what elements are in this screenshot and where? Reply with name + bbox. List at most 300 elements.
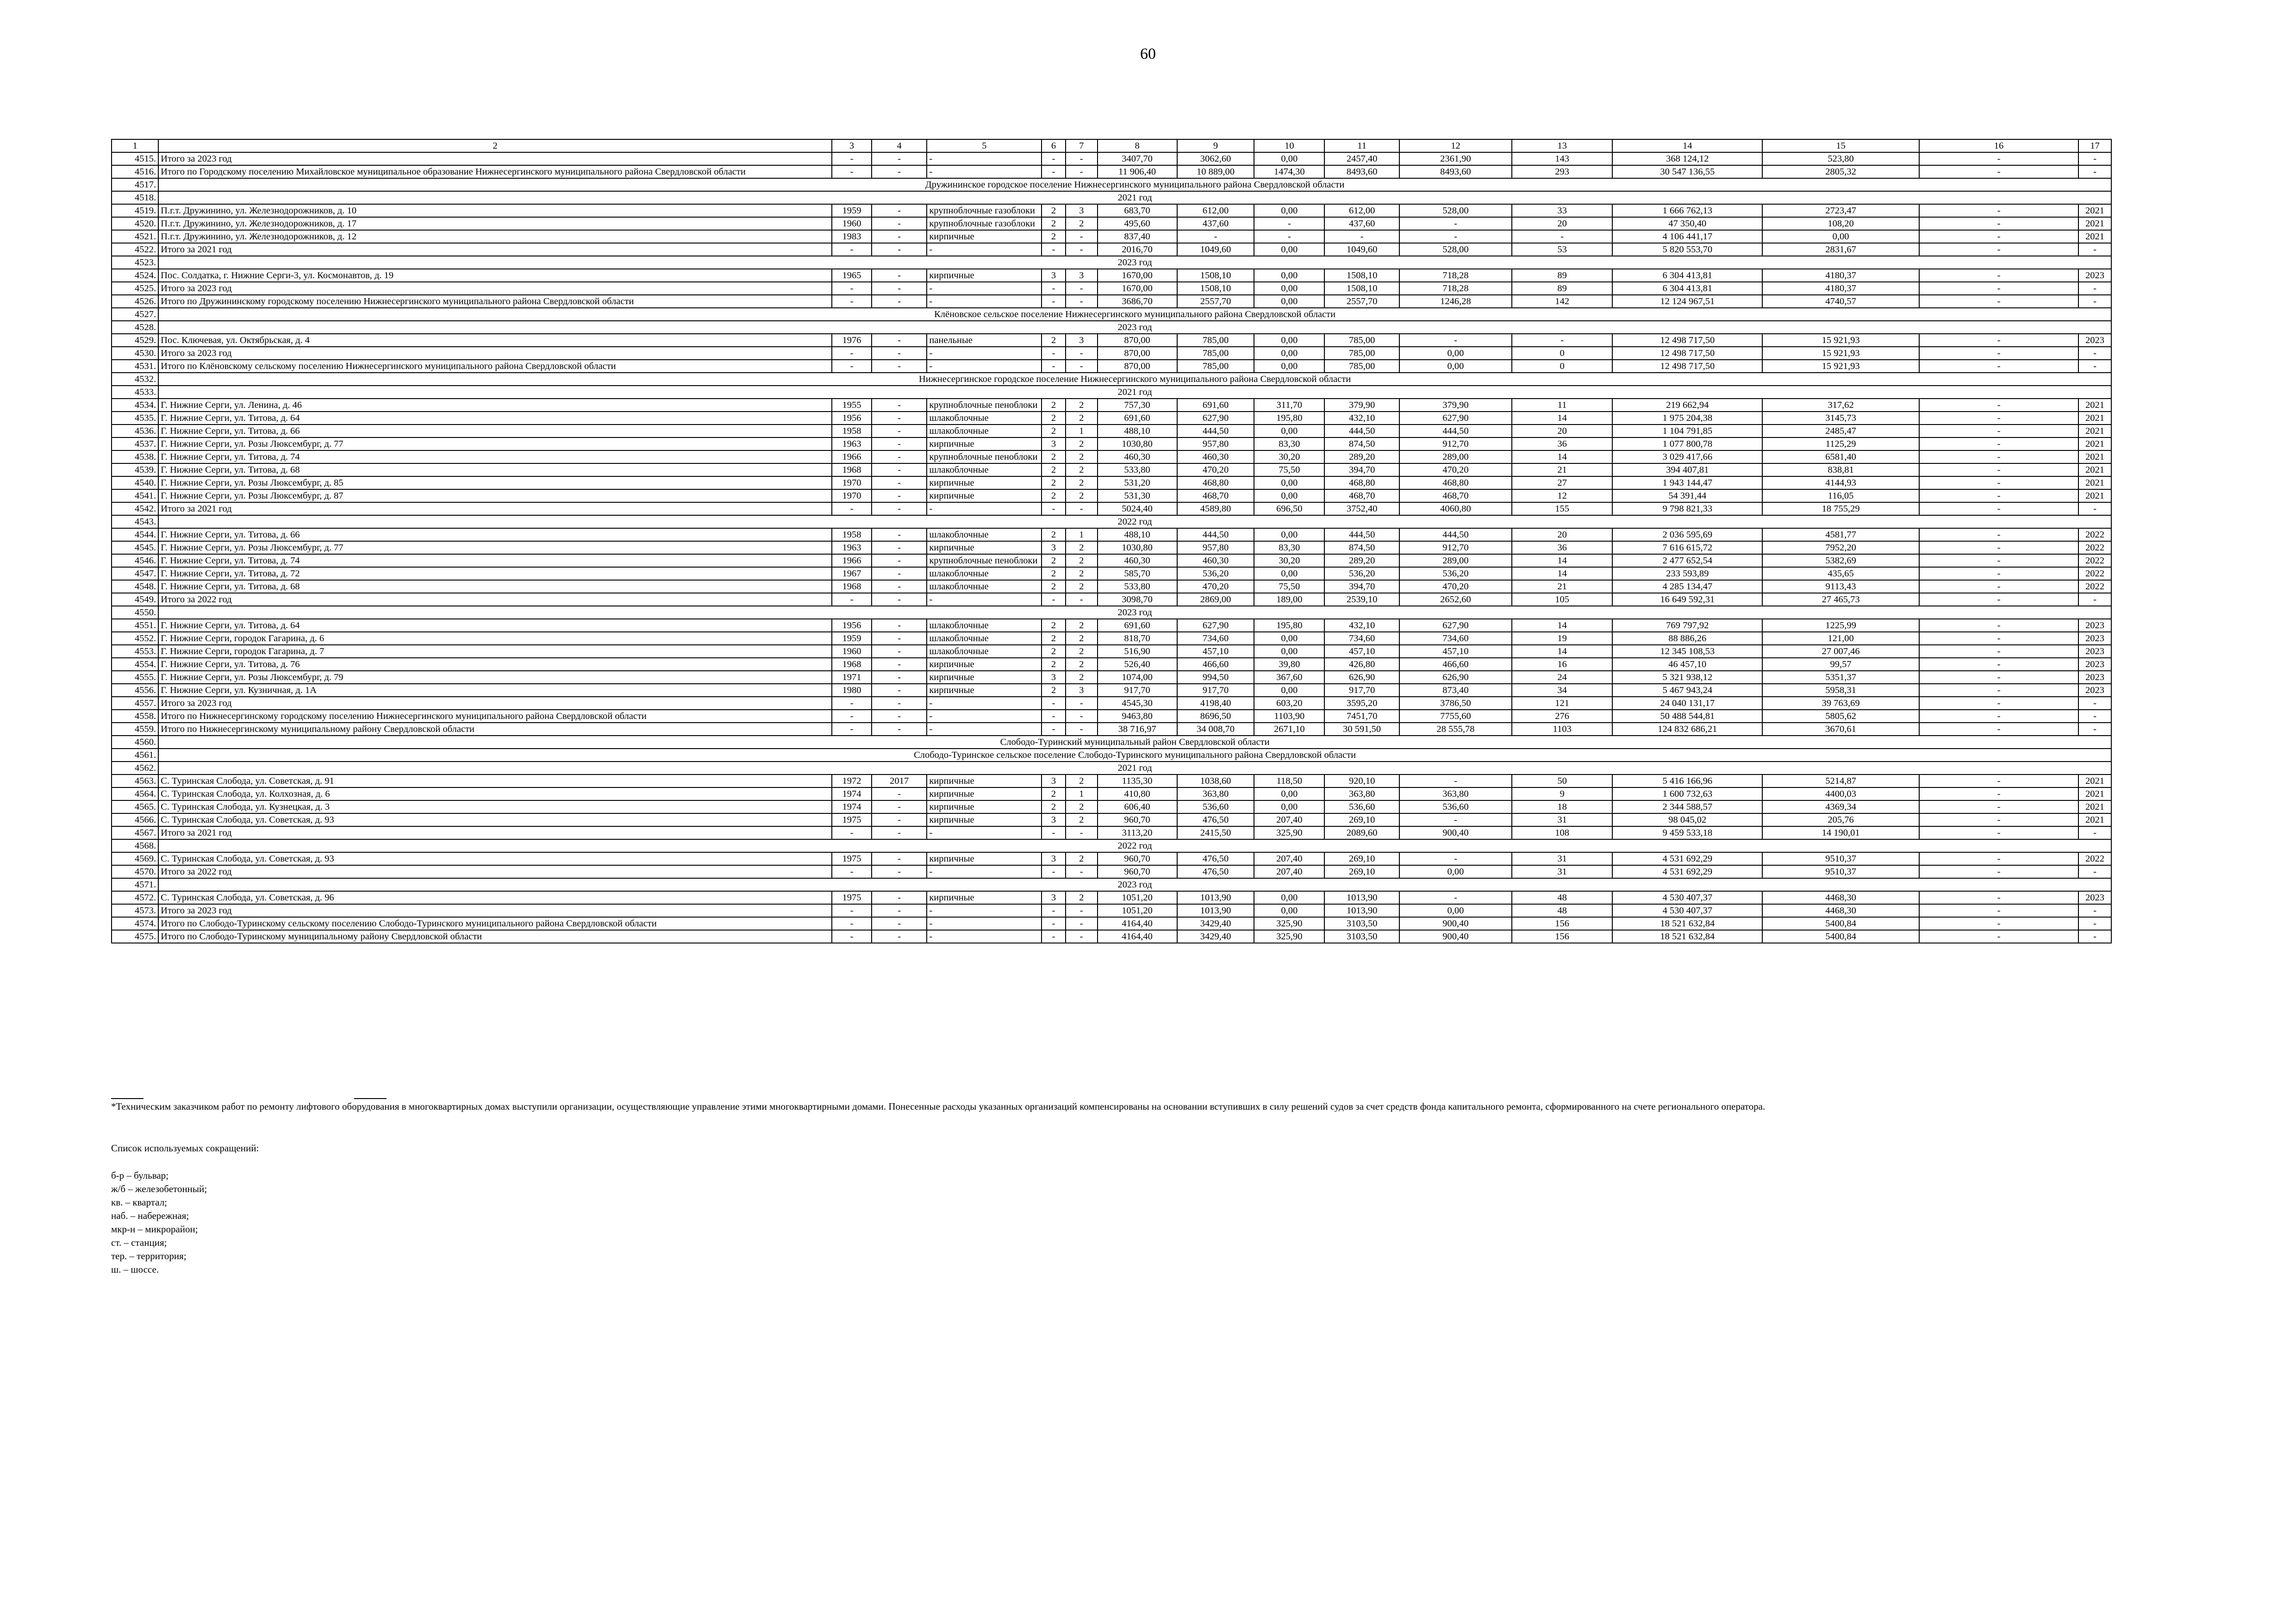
table-cell: - xyxy=(1066,230,1098,243)
table-cell: 8 xyxy=(1098,139,1177,152)
table-cell: - xyxy=(1919,412,2078,425)
table-cell: 437,60 xyxy=(1324,217,1399,230)
table-cell: 289,00 xyxy=(1399,450,1512,463)
table-cell: 14 xyxy=(1512,645,1613,658)
table-cell: Г. Нижние Серги, ул. Розы Люксембург, д. 79 xyxy=(158,671,832,684)
table-cell: - xyxy=(832,723,872,736)
table-cell: 516,90 xyxy=(1098,645,1177,658)
table-cell: шлакоблочные xyxy=(927,463,1042,476)
table-row xyxy=(112,917,2111,930)
table-cell: 53 xyxy=(1512,243,1613,256)
table-cell: 785,00 xyxy=(1324,334,1399,347)
table-cell: - xyxy=(927,360,1042,373)
table-cell: - xyxy=(1042,710,1066,723)
table-row xyxy=(112,528,2111,541)
table-cell: 11 906,40 xyxy=(1098,165,1177,178)
table-cell: 9510,37 xyxy=(1762,852,1919,865)
table-cell: 2 xyxy=(1066,813,1098,826)
table-cell: 2 036 595,69 xyxy=(1612,528,1762,541)
table-cell: 2023 xyxy=(2078,269,2111,282)
table-cell: Пос. Солдатка, г. Нижние Серги-3, ул. Космонавтов, д. 19 xyxy=(158,269,832,282)
table-cell: 2557,70 xyxy=(1177,295,1254,308)
table-cell: кирпичные xyxy=(927,852,1042,865)
table-cell: 2 xyxy=(1042,787,1066,800)
table-cell: 14 xyxy=(1512,567,1613,580)
table-cell: 5958,31 xyxy=(1762,684,1919,697)
table-cell: 20 xyxy=(1512,425,1613,437)
table-cell: 2869,00 xyxy=(1177,593,1254,606)
table-cell: 8696,50 xyxy=(1177,710,1254,723)
table-cell: 536,60 xyxy=(1324,800,1399,813)
table-cell: С. Туринская Слобода, ул. Советская, д. 93 xyxy=(158,852,832,865)
table-cell: 1959 xyxy=(832,632,872,645)
table-cell: 2 xyxy=(1066,567,1098,580)
table-cell: - xyxy=(872,243,927,256)
table-cell: 143 xyxy=(1512,152,1613,165)
table-cell: 121 xyxy=(1512,697,1613,710)
table-cell: 2 xyxy=(1066,775,1098,787)
table-cell: 920,10 xyxy=(1324,775,1399,787)
table-cell: 28 555,78 xyxy=(1399,723,1512,736)
table-cell: Г. Нижние Серги, ул. Розы Люксембург, д. 85 xyxy=(158,476,832,489)
table-cell: кирпичные xyxy=(927,800,1042,813)
table-row xyxy=(112,399,2111,412)
table-cell: 531,30 xyxy=(1098,489,1177,502)
table-cell: 2 xyxy=(1066,891,1098,904)
table-cell: - xyxy=(1919,813,2078,826)
table-cell: 50 488 544,81 xyxy=(1612,710,1762,723)
table-cell: 1246,28 xyxy=(1399,295,1512,308)
table-cell: 5214,87 xyxy=(1762,775,1919,787)
table-cell: - xyxy=(872,930,927,943)
table-cell: 0,00 xyxy=(1399,904,1512,917)
table-cell: 4528. xyxy=(112,321,158,334)
table-row xyxy=(112,360,2111,373)
table-cell: - xyxy=(1042,723,1066,736)
table-cell: 4556. xyxy=(112,684,158,697)
table-cell: 2021 xyxy=(2078,399,2111,412)
table-cell: 900,40 xyxy=(1399,917,1512,930)
table-cell: 1 xyxy=(1066,425,1098,437)
table-cell: 912,70 xyxy=(1399,437,1512,450)
table-cell: Г. Нижние Серги, ул. Розы Люксембург, д. 77 xyxy=(158,437,832,450)
table-cell: 960,70 xyxy=(1098,813,1177,826)
table-cell: - xyxy=(1919,152,2078,165)
table-cell: 4545,30 xyxy=(1098,697,1177,710)
table-cell: - xyxy=(1919,645,2078,658)
table-cell: 0,00 xyxy=(1254,269,1324,282)
table-cell: 4555. xyxy=(112,671,158,684)
table-cell: кирпичные xyxy=(927,813,1042,826)
table-cell: 2023 xyxy=(2078,619,2111,632)
table-cell: 444,50 xyxy=(1399,425,1512,437)
table-cell: 48 xyxy=(1512,904,1613,917)
table-cell: 2 xyxy=(1042,489,1066,502)
table-cell: 4553. xyxy=(112,645,158,658)
table-cell: 12 xyxy=(1512,489,1613,502)
table-cell: 1670,00 xyxy=(1098,269,1177,282)
table-cell: 4573. xyxy=(112,904,158,917)
table-cell: 528,00 xyxy=(1399,204,1512,217)
table-cell: - xyxy=(1042,826,1066,839)
table-cell: - xyxy=(832,697,872,710)
table-cell: 4534. xyxy=(112,399,158,412)
table-cell: 2 344 588,57 xyxy=(1612,800,1762,813)
table-cell: - xyxy=(832,710,872,723)
table-cell: 0,00 xyxy=(1399,360,1512,373)
table-cell: Г. Нижние Серги, ул. Титова, д. 64 xyxy=(158,619,832,632)
table-cell: кирпичные xyxy=(927,476,1042,489)
table-cell: 444,50 xyxy=(1177,528,1254,541)
table-cell: 1 077 800,78 xyxy=(1612,437,1762,450)
table-cell: 0,00 xyxy=(1254,295,1324,308)
table-cell: - xyxy=(2078,282,2111,295)
table-cell: 0,00 xyxy=(1254,891,1324,904)
table-cell: 155 xyxy=(1512,502,1613,515)
table-cell: Г. Нижние Серги, ул. Розы Люксембург, д. 77 xyxy=(158,541,832,554)
table-cell: 108 xyxy=(1512,826,1613,839)
table-cell: 18 755,29 xyxy=(1762,502,1919,515)
table-cell: 837,40 xyxy=(1098,230,1177,243)
table-cell: - xyxy=(1066,282,1098,295)
table-cell: - xyxy=(1919,671,2078,684)
table-cell: - xyxy=(2078,347,2111,360)
table-cell: 2539,10 xyxy=(1324,593,1399,606)
table-cell: 4539. xyxy=(112,463,158,476)
table-cell: - xyxy=(1919,787,2078,800)
table-cell: - xyxy=(872,502,927,515)
table-row xyxy=(112,671,2111,684)
table-cell: 4549. xyxy=(112,593,158,606)
table-cell: - xyxy=(927,593,1042,606)
table-cell: 363,80 xyxy=(1399,787,1512,800)
table-cell: 470,20 xyxy=(1177,580,1254,593)
table-cell: 105 xyxy=(1512,593,1613,606)
table-cell: 4522. xyxy=(112,243,158,256)
table-cell: - xyxy=(1919,917,2078,930)
table-cell: - xyxy=(2078,243,2111,256)
table-cell: - xyxy=(1042,930,1066,943)
table-cell: 536,20 xyxy=(1399,567,1512,580)
table-cell: 4540. xyxy=(112,476,158,489)
table-cell: - xyxy=(832,152,872,165)
table-cell: 5 820 553,70 xyxy=(1612,243,1762,256)
table-cell: 12 xyxy=(1399,139,1512,152)
table-cell: - xyxy=(1399,775,1512,787)
table-cell: 2023 xyxy=(2078,334,2111,347)
table-cell: шлакоблочные xyxy=(927,580,1042,593)
table-cell: Слободо-Туринское сельское поселение Слободо-Туринского муниципального района Свердловской области xyxy=(158,749,2111,762)
table-cell: - xyxy=(1042,347,1066,360)
table-cell: 124 832 686,21 xyxy=(1612,723,1762,736)
table-cell: 27 xyxy=(1512,476,1613,489)
table-cell: 2 xyxy=(1066,450,1098,463)
table-cell: 4542. xyxy=(112,502,158,515)
table-cell: шлакоблочные xyxy=(927,412,1042,425)
table-cell: 0,00 xyxy=(1254,360,1324,373)
table-cell: 363,80 xyxy=(1177,787,1254,800)
table-cell: 4581,77 xyxy=(1762,528,1919,541)
table-cell: - xyxy=(872,437,927,450)
table-cell: 75,50 xyxy=(1254,580,1324,593)
table-cell: 2 xyxy=(1042,800,1066,813)
table-cell: 2023 год xyxy=(158,321,2111,334)
table-cell: 0,00 xyxy=(1254,334,1324,347)
table-cell: - xyxy=(1042,243,1066,256)
table-cell: 1966 xyxy=(832,450,872,463)
table-row xyxy=(112,904,2111,917)
table-cell: Итого по Слободо-Туринскому сельскому поселению Слободо-Туринского муниципального района Свердловской области xyxy=(158,917,832,930)
table-cell: - xyxy=(2078,165,2111,178)
table-cell: 603,20 xyxy=(1254,697,1324,710)
table-cell: 2 xyxy=(1042,632,1066,645)
table-cell: 627,90 xyxy=(1177,619,1254,632)
table-cell: С. Туринская Слобода, ул. Колхозная, д. 6 xyxy=(158,787,832,800)
table-row xyxy=(112,282,2111,295)
table-cell: 626,90 xyxy=(1399,671,1512,684)
table-cell: 2021 xyxy=(2078,787,2111,800)
table-cell: 0,00 xyxy=(1254,204,1324,217)
table-cell: 4563. xyxy=(112,775,158,787)
table-cell: 394,70 xyxy=(1324,463,1399,476)
table-cell: Г. Нижние Серги, ул. Кузничная, д. 1А xyxy=(158,684,832,697)
table-cell: 444,50 xyxy=(1177,425,1254,437)
table-cell: Итого за 2022 год xyxy=(158,593,832,606)
table-cell: 432,10 xyxy=(1324,412,1399,425)
table-cell: Итого за 2023 год xyxy=(158,697,832,710)
table-cell: - xyxy=(1919,230,2078,243)
table-cell: 31 xyxy=(1512,813,1613,826)
table-cell: 2 xyxy=(1042,230,1066,243)
table-cell: - xyxy=(1066,152,1098,165)
section-row xyxy=(112,878,2111,891)
table-cell: - xyxy=(1042,697,1066,710)
table-cell: - xyxy=(927,697,1042,710)
table-cell: - xyxy=(832,502,872,515)
table-cell: 3 xyxy=(1042,541,1066,554)
table-cell: 2021 xyxy=(2078,813,2111,826)
table-cell: 4557. xyxy=(112,697,158,710)
table-cell: 9113,43 xyxy=(1762,580,1919,593)
table-cell: 89 xyxy=(1512,282,1613,295)
table-cell: 54 391,44 xyxy=(1612,489,1762,502)
table-cell: 1963 xyxy=(832,437,872,450)
table-cell: 2021 год xyxy=(158,191,2111,204)
table-cell: 99,57 xyxy=(1762,658,1919,671)
table-cell: 1103,90 xyxy=(1254,710,1324,723)
table-cell: П.г.т. Дружинино, ул. Железнодорожников, д. 12 xyxy=(158,230,832,243)
table-cell: - xyxy=(1042,904,1066,917)
table-cell: 1030,80 xyxy=(1098,437,1177,450)
table-row xyxy=(112,425,2111,437)
table-cell: Итого за 2023 год xyxy=(158,904,832,917)
abbreviations-list xyxy=(111,1169,207,1276)
table-cell: 2 xyxy=(1066,800,1098,813)
table-cell: 488,10 xyxy=(1098,528,1177,541)
table-cell: - xyxy=(2078,295,2111,308)
table-cell: 468,80 xyxy=(1324,476,1399,489)
table-cell: - xyxy=(832,904,872,917)
table-cell: - xyxy=(1066,360,1098,373)
table-cell: 4565. xyxy=(112,800,158,813)
table-cell: 289,20 xyxy=(1324,450,1399,463)
table-cell: 691,60 xyxy=(1177,399,1254,412)
table-cell: - xyxy=(1919,463,2078,476)
table-cell: - xyxy=(872,489,927,502)
table-cell: Итого за 2023 год xyxy=(158,282,832,295)
table-cell: крупноблочные газоблоки xyxy=(927,217,1042,230)
table-cell: 1135,30 xyxy=(1098,775,1177,787)
table-cell: Итого по Дружининскому городскому поселению Нижнесергинского муниципального района Свердловской области xyxy=(158,295,832,308)
table-cell: 4144,93 xyxy=(1762,476,1919,489)
table-cell: - xyxy=(872,152,927,165)
table-cell: 4533. xyxy=(112,386,158,399)
table-cell: Г. Нижние Серги, городок Гагарина, д. 6 xyxy=(158,632,832,645)
table-cell: 14 190,01 xyxy=(1762,826,1919,839)
table-cell: 1508,10 xyxy=(1324,282,1399,295)
table-row xyxy=(112,710,2111,723)
table-cell: - xyxy=(927,282,1042,295)
table-cell: 276 xyxy=(1512,710,1613,723)
table-cell: 118,50 xyxy=(1254,775,1324,787)
table-cell: 2016,70 xyxy=(1098,243,1177,256)
table-cell: 1125,29 xyxy=(1762,437,1919,450)
table-cell: 4529. xyxy=(112,334,158,347)
table-cell: 2 xyxy=(1066,658,1098,671)
table-cell: 2 xyxy=(1066,412,1098,425)
table-cell: 3670,61 xyxy=(1762,723,1919,736)
table-cell: 5400,84 xyxy=(1762,930,1919,943)
table-row xyxy=(112,567,2111,580)
table-cell: 536,60 xyxy=(1177,800,1254,813)
table-row xyxy=(112,813,2111,826)
table-cell: - xyxy=(2078,697,2111,710)
table-cell: 2021 xyxy=(2078,204,2111,217)
table-cell: 0,00 xyxy=(1399,347,1512,360)
table-cell: 818,70 xyxy=(1098,632,1177,645)
page-number: 60 xyxy=(1140,45,1156,62)
table-cell: 4 531 692,29 xyxy=(1612,865,1762,878)
table-cell: П.г.т. Дружинино, ул. Железнодорожников, д. 17 xyxy=(158,217,832,230)
table-cell: - xyxy=(1919,684,2078,697)
table-cell: 523,80 xyxy=(1762,152,1919,165)
table-cell: 3752,40 xyxy=(1324,502,1399,515)
table-cell: - xyxy=(1066,243,1098,256)
table-cell: 27 007,46 xyxy=(1762,645,1919,658)
table-cell: 533,80 xyxy=(1098,463,1177,476)
table-cell: - xyxy=(1919,334,2078,347)
table-cell: 4545. xyxy=(112,541,158,554)
table-row xyxy=(112,476,2111,489)
table-cell: 4524. xyxy=(112,269,158,282)
table-cell: 7 xyxy=(1066,139,1098,152)
table-cell: 3 xyxy=(1042,269,1066,282)
table-cell: 3 xyxy=(1042,852,1066,865)
table-cell: 379,90 xyxy=(1399,399,1512,412)
table-cell: 269,10 xyxy=(1324,813,1399,826)
table-cell: 4516. xyxy=(112,165,158,178)
table-cell: 7755,60 xyxy=(1399,710,1512,723)
table-cell: 1975 xyxy=(832,852,872,865)
table-cell: 734,60 xyxy=(1399,632,1512,645)
table-cell: - xyxy=(1042,865,1066,878)
section-row xyxy=(112,256,2111,269)
table-cell: - xyxy=(1919,930,2078,943)
table-cell: 2021 xyxy=(2078,800,2111,813)
table-cell: 2 xyxy=(1066,217,1098,230)
table-cell: 468,80 xyxy=(1399,476,1512,489)
table-cell: - xyxy=(1254,217,1324,230)
section-row xyxy=(112,736,2111,749)
table-cell: 269,10 xyxy=(1324,865,1399,878)
table-cell: 1 xyxy=(1066,528,1098,541)
table-cell: 4541. xyxy=(112,489,158,502)
table-cell: 1013,90 xyxy=(1177,904,1254,917)
table-cell: - xyxy=(2078,865,2111,878)
table-cell: шлакоблочные xyxy=(927,567,1042,580)
table-cell: 4 xyxy=(872,139,927,152)
table-cell: 3 xyxy=(1042,437,1066,450)
table-cell: 2457,40 xyxy=(1324,152,1399,165)
table-cell: 89 xyxy=(1512,269,1613,282)
table-cell: - xyxy=(872,165,927,178)
table-cell: - xyxy=(927,347,1042,360)
table-cell: Слободо-Туринский муниципальный район Свердловской области xyxy=(158,736,2111,749)
table-row xyxy=(112,295,2111,308)
table-cell: 2 xyxy=(1042,412,1066,425)
table-cell: - xyxy=(1919,502,2078,515)
table-cell: 2 xyxy=(1066,671,1098,684)
table-cell: 1103 xyxy=(1512,723,1613,736)
table-cell: 2023 год xyxy=(158,256,2111,269)
table-cell: 2652,60 xyxy=(1399,593,1512,606)
table-cell: 1958 xyxy=(832,425,872,437)
table-cell: 142 xyxy=(1512,295,1613,308)
table-cell: Клёновское сельское поселение Нижнесергинского муниципального района Свердловской области xyxy=(158,308,2111,321)
table-cell: - xyxy=(2078,723,2111,736)
table-cell: - xyxy=(1919,269,2078,282)
table-cell: Г. Нижние Серги, ул. Розы Люксембург, д. 87 xyxy=(158,489,832,502)
table-row xyxy=(112,541,2111,554)
table-cell: 2022 год xyxy=(158,515,2111,528)
table-cell: 3 xyxy=(1042,891,1066,904)
table-cell: 14 xyxy=(1512,619,1613,632)
table-cell: 2021 xyxy=(2078,412,2111,425)
table-cell: - xyxy=(872,528,927,541)
table-cell: 3 xyxy=(1066,204,1098,217)
table-cell: 2 xyxy=(1042,658,1066,671)
table-cell: 0,00 xyxy=(1254,567,1324,580)
table-cell: - xyxy=(872,723,927,736)
table-cell: 2022 xyxy=(2078,580,2111,593)
table-cell: - xyxy=(1919,217,2078,230)
table-cell: - xyxy=(1919,632,2078,645)
table-cell: 1508,10 xyxy=(1324,269,1399,282)
table-cell: 5351,37 xyxy=(1762,671,1919,684)
table-cell: 11 xyxy=(1512,399,1613,412)
table-cell: 917,70 xyxy=(1324,684,1399,697)
table-cell: 3786,50 xyxy=(1399,697,1512,710)
table-cell: - xyxy=(872,593,927,606)
table-cell: 1983 xyxy=(832,230,872,243)
section-row xyxy=(112,762,2111,775)
table-cell: 4543. xyxy=(112,515,158,528)
abbreviation-item: мкр-н – микрорайон; xyxy=(111,1224,198,1235)
table-cell: 468,70 xyxy=(1324,489,1399,502)
table-cell: - xyxy=(832,930,872,943)
table-cell: - xyxy=(1919,593,2078,606)
table-cell: 2 xyxy=(1042,204,1066,217)
